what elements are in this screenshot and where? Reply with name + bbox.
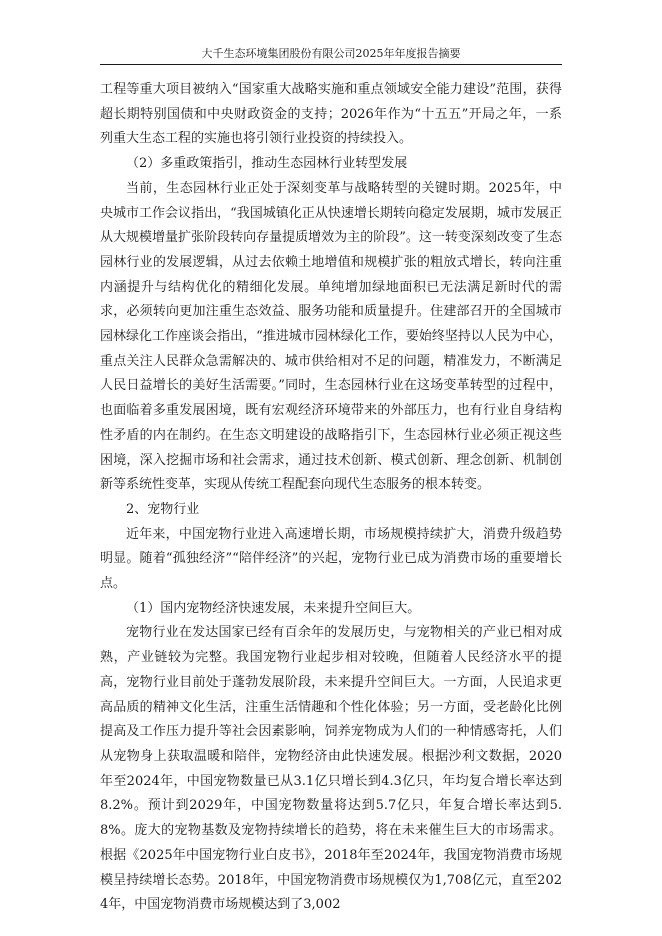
paragraph-ecological-landscape-transformation: 当前，生态园林行业正处于深刻变革与战略转型的关键时期。2025年，中央城市工作会议指出，“我国城镇化正从快速增长期转向稳定发展期，城市发展正从大规模增量扩张阶段转向存量提质增效为主的阶段”。这一转变深刻改变了生态园林行业的发展逻辑，从过去依赖土地增值和规模扩张的粗放式增长，转向注重内涵提升与结构优化的精细化发展。单纯增加绿地面积已无法满足新时代的需求，必须转向更加注重生态效益、服务功能和质量提升。住建部召开的全国城市园林绿化工作座谈会指出，“推进城市园林绿化工作，要始终坚持以人民为中心，重点关注人民群众急需解决的、城市供给相对不足的问题，精准发力，不断满足人民日益增长的美好生活需要。”同时，生态园林行业在这场变革转型的过程中，也面临着多重发展困境，既有宏观经济环境带来的外部压力，也有行业自身结构性矛盾的内在制约。在生态文明建设的战略指引下，生态园林行业必须正视这些困境，深入挖掘市场和社会需求，通过技术创新、模式创新、理念创新、机制创新等系统性变革，实现从传统工程配套向现代生态服务的根本转变。	[100, 180, 562, 493]
paragraph-pet-market-data: 宠物行业在发达国家已经有百余年的发展历史，与宠物相关的产业已相对成熟，产业链较为完整。我国宠物行业起步相对较晚，但随着人民经济水平的提高，宠物行业目前处于蓬勃发展阶段，未来提升空间巨大。一方面，人民追求更高品质的精神文化生活，注重生活情趣和个性化体验；另一方面，受老龄化比例提高及工作压力提升等社会因素影响，饲养宠物成为人们的一种情感寄托，人们从宠物身上获取温暖和陪伴，宠物经济由此快速发展。根据沙利文数据，2020年至2024年，中国宠物数量已从3.1亿只增长到4.3亿只，年均复合增长率达到8.2%。预计到2029年，中国宠物数量将达到5.7亿只，年复合增长率达到5.8%。庞大的宠物基数及宠物持续增长的趋势，将在未来催生巨大的市场需求。根据《2025年中国宠物行业白皮书》，2018年至2024年，我国宠物消费市场规模呈持续增长态势。2018年，中国宠物消费市场规模仅为1,708亿元，直至2024年，中国宠物消费市场规模达到了3,002	[100, 625, 562, 913]
paragraph-continued-major-projects: 工程等重大项目被纳入“国家重大战略实施和重点领域安全能力建设”范围，获得超长期特别国债和中央财政资金的支持；2026年作为“十五五”开局之年，一系列重大生态工程的实施也将引领行业投资的持续投入。	[100, 82, 562, 147]
header-divider	[100, 64, 562, 65]
subheading-policy-guidance: （2）多重政策指引，推动生态园林行业转型发展	[126, 156, 408, 172]
paragraph-pet-industry-growth: 近年来，中国宠物行业进入高速增长期，市场规模持续扩大，消费升级趋势明显。随着“孤独经济”“陪伴经济”的兴起，宠物行业已成为消费市场的重要增长点。	[100, 526, 562, 592]
subheading-domestic-pet-economy: （1）国内宠物经济快速发展，未来提升空间巨大。	[126, 600, 421, 616]
page-header: 大千生态环境集团股份有限公司2025年年度报告摘要	[201, 47, 461, 60]
section-heading-pet-industry: 2、宠物行业	[126, 501, 200, 517]
report-body	[100, 78, 562, 918]
